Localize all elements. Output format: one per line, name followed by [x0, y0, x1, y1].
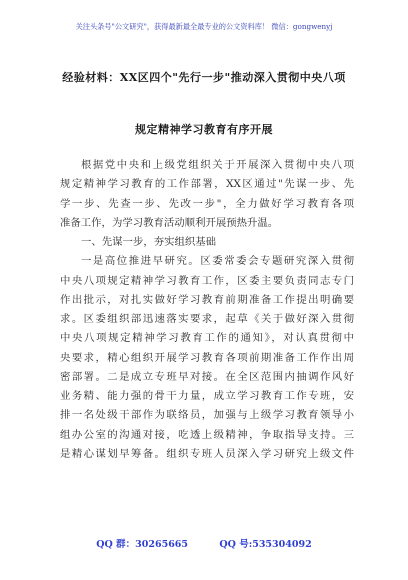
- body-line: 是精心谋划早筹备。组织专班人员深入学习研究上级文件: [60, 447, 354, 460]
- footer-qq-number: QQ 号:535304092: [219, 539, 312, 550]
- body-line: 中央八项规定精神学习教育工作，区委主要负责同志专门: [60, 274, 354, 287]
- body-line: 央要求，精心组织开展学习教育各项前期准备工作作出周: [60, 351, 354, 364]
- document-title-line-1: 经验材料：XX区四个"先行一步"推动深入贯彻中央八项: [62, 71, 346, 84]
- footer-contact: [0, 536, 408, 550]
- body-line: 排一名处级干部作为联络员，加强与上级学习教育领导小: [60, 409, 354, 422]
- section-heading: 一、先谋一步，夯实组织基础: [81, 236, 217, 248]
- body-line: 学一步、先查一步、先改一步"，全力做好学习教育各项: [60, 197, 354, 210]
- body-line: 规定精神学习教育的工作部署，XX区通过"先谋一步、先: [60, 178, 354, 191]
- body-line: 准备工作，为学习教育活动顺利开展预热升温。: [60, 216, 279, 229]
- body-line: 一是高位推进早研究。区委常委会专题研究深入贯彻: [81, 255, 354, 268]
- body-line: 密部署。二是成立专班早对接。在全区范围内抽调作风好: [60, 370, 354, 383]
- document-body: [60, 156, 354, 464]
- footer-qq-group: QQ 群：30265665: [96, 539, 189, 550]
- body-line: 根据党中央和上级党组织关于开展深入贯彻中央八项: [81, 159, 354, 171]
- document-title-line-2: 规定精神学习教育有序开展: [135, 123, 273, 136]
- body-line: 作出批示，对扎实做好学习教育前期准备工作提出明确要: [60, 293, 354, 306]
- header-note: 关注头条号"公文研究"，获得最新最全最专业的公文资料库！ 微信：gongwenyj: [75, 22, 333, 31]
- body-line: 中央八项规定精神学习教育工作的通知》，对认真贯彻中: [60, 332, 354, 345]
- body-line: 组办公室的沟通对接，吃透上级精神，争取指导支持。三: [60, 428, 354, 441]
- body-line: 求。区委组织部迅速落实要求，起草《关于做好深入贯彻: [60, 313, 354, 325]
- body-line: 业务精、能力强的骨干力量，成立学习教育工作专班，安: [60, 390, 354, 402]
